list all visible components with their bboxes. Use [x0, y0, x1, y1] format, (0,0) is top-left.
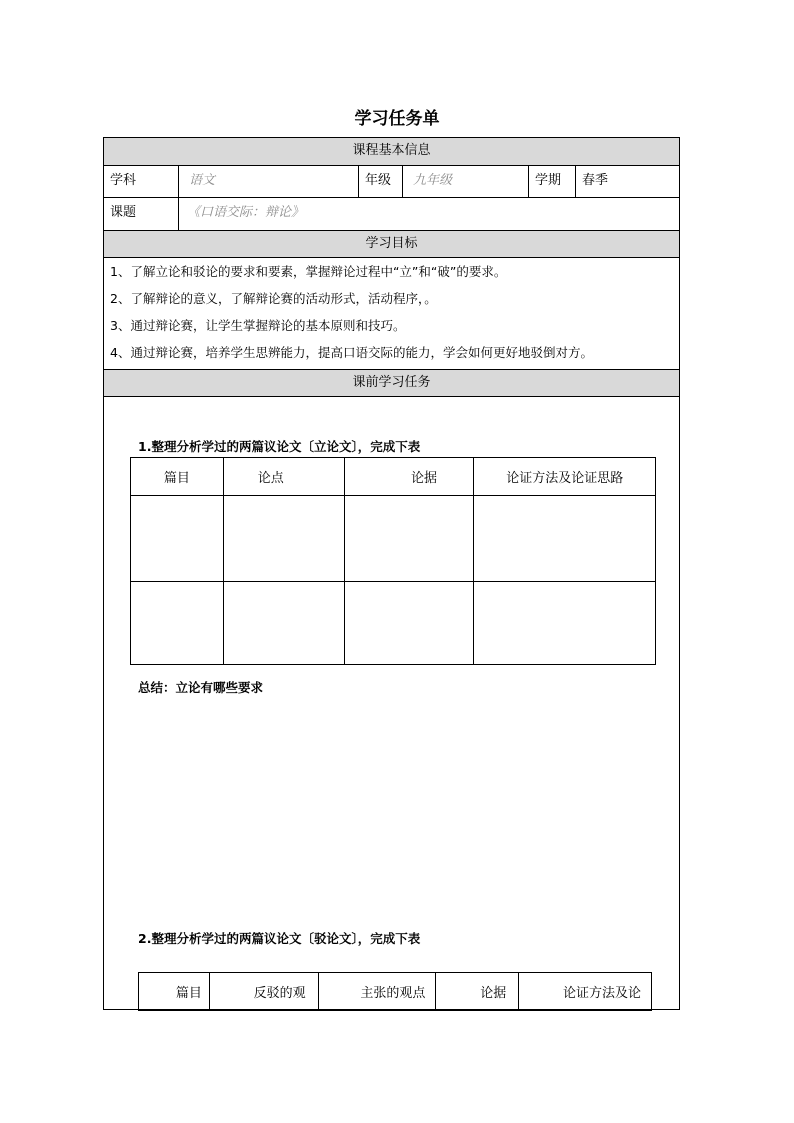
column-header: 论证方法及论证思路	[474, 458, 656, 496]
table-row	[131, 582, 656, 665]
column-header: 主张的观点	[318, 973, 436, 1011]
table-cell[interactable]	[344, 582, 474, 665]
column-header: 篇目	[139, 973, 210, 1011]
basic-info-row	[104, 166, 679, 198]
task-sheet-table	[103, 137, 680, 1010]
subject-value: 语文	[179, 166, 359, 197]
table-header-row	[131, 458, 656, 496]
column-header: 反驳的观	[209, 973, 318, 1011]
column-header: 论据	[344, 458, 474, 496]
table-header-row	[139, 973, 652, 1011]
topic-value: 《口语交际：辩论》	[187, 205, 305, 220]
table-cell[interactable]	[131, 496, 224, 582]
goals-body	[104, 258, 679, 369]
table-cell[interactable]	[344, 496, 474, 582]
subject-label: 学科	[104, 166, 179, 197]
task1-title: 1.整理分析学过的两篇议论文〔立论文〕，完成下表	[138, 439, 421, 454]
tasks-header: 课前学习任务	[104, 369, 679, 397]
goals-header: 学习目标	[104, 230, 679, 258]
grade-label: 年级	[359, 166, 403, 197]
table-cell[interactable]	[474, 496, 656, 582]
table-cell[interactable]	[223, 582, 344, 665]
goal-item: 1、了解立论和驳论的要求和要素，掌握辩论过程中“立”和“破”的要求。	[110, 264, 507, 279]
summary-prompt: 总结：立论有哪些要求	[138, 680, 264, 695]
column-header: 论证方法及论	[519, 973, 652, 1011]
term-value: 春季	[582, 173, 609, 188]
goal-item: 3、通过辩论赛，让学生掌握辩论的基本原则和技巧。	[110, 318, 406, 333]
task2-table	[138, 972, 652, 1011]
task2-title: 2.整理分析学过的两篇议论文〔驳论文〕，完成下表	[138, 931, 421, 946]
table-cell[interactable]	[223, 496, 344, 582]
topic-label: 课题	[104, 198, 179, 230]
column-header: 论点	[223, 458, 344, 496]
topic-row	[104, 198, 679, 231]
column-header: 论据	[436, 973, 519, 1011]
table-row	[131, 496, 656, 582]
task1-table	[130, 457, 656, 665]
page-title: 学习任务单	[354, 109, 440, 129]
column-header: 篇目	[131, 458, 224, 496]
table-cell[interactable]	[131, 582, 224, 665]
grade-value: 九年级	[403, 166, 529, 197]
basic-info-header: 课程基本信息	[104, 138, 679, 166]
table-cell[interactable]	[474, 582, 656, 665]
goal-item: 2、了解辩论的意义，了解辩论赛的活动形式，活动程序，。	[110, 291, 437, 306]
term-label: 学期	[529, 166, 576, 197]
goal-item: 4、通过辩论赛，培养学生思辨能力，提高口语交际的能力，学会如何更好地驳倒对方。	[110, 345, 593, 360]
